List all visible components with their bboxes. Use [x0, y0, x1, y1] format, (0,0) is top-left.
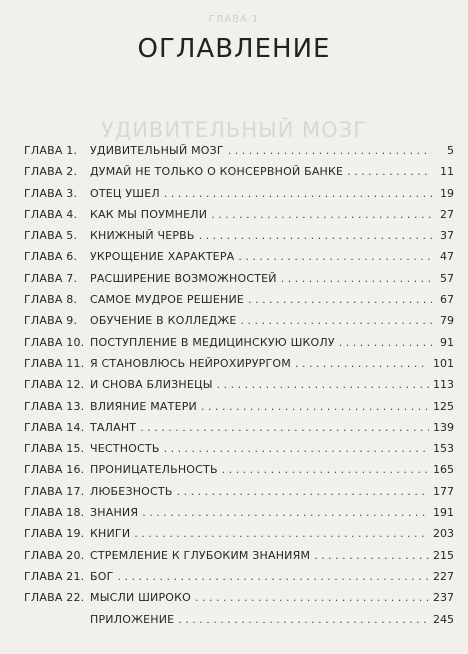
dot-leader	[118, 566, 429, 587]
toc-entry-line	[90, 481, 454, 502]
chapter-title: ТАЛАНТ	[90, 420, 137, 434]
chapter-number: ГЛАВА 20.	[24, 548, 85, 562]
toc-entry	[24, 374, 454, 395]
chapter-number: ГЛАВА 4.	[24, 207, 78, 221]
toc-entry-line	[90, 310, 454, 331]
toc-entry-line	[90, 289, 454, 310]
toc-entry	[24, 353, 454, 374]
chapter-number: ГЛАВА 2.	[24, 165, 78, 179]
dot-leader	[201, 396, 429, 417]
chapter-number: ГЛАВА 11.	[24, 356, 85, 370]
toc-entry-line	[90, 268, 454, 289]
chapter-title: КНИЖНЫЙ ЧЕРВЬ	[90, 229, 195, 243]
toc-entry-line	[90, 459, 454, 480]
chapter-title: ПОСТУПЛЕНИЕ В МЕДИЦИНСКУЮ ШКОЛУ	[90, 335, 335, 349]
chapter-title: ЧЕСТНОСТЬ	[90, 442, 160, 456]
chapter-title: ОБУЧЕНИЕ В КОЛЛЕДЖЕ	[90, 314, 237, 328]
toc-entry	[24, 183, 454, 204]
toc-entry	[24, 289, 454, 310]
toc-entry	[24, 417, 454, 438]
page-number: 91	[440, 335, 454, 349]
dot-leader	[195, 587, 429, 608]
page-number: 101	[433, 356, 454, 370]
page-number: 245	[433, 612, 454, 626]
chapter-number: ГЛАВА 9.	[24, 314, 78, 328]
toc-entry-line	[90, 545, 454, 566]
page-number: 67	[440, 293, 454, 307]
page-number: 125	[433, 399, 454, 413]
chapter-title: ЗНАНИЯ	[90, 506, 139, 520]
toc-entry-line	[90, 609, 454, 630]
page-number: 27	[440, 207, 454, 221]
toc-entry-line	[90, 246, 454, 267]
chapter-title: САМОЕ МУДРОЕ РЕШЕНИЕ	[90, 293, 245, 307]
page-number: 19	[440, 186, 454, 200]
chapter-number: ГЛАВА 13.	[24, 399, 85, 413]
chapter-number: ГЛАВА 14.	[24, 420, 85, 434]
toc-entry	[24, 310, 454, 331]
toc-entry	[24, 268, 454, 289]
chapter-number: ГЛАВА 21.	[24, 569, 85, 583]
page-number: 203	[433, 527, 454, 541]
page-number: 177	[433, 484, 454, 498]
dot-leader	[134, 523, 429, 544]
toc-entry-line	[90, 566, 454, 587]
toc-entry	[24, 481, 454, 502]
page-number: 139	[433, 420, 454, 434]
toc-entry	[24, 523, 454, 544]
chapter-title: ОТЕЦ УШЕЛ	[90, 186, 160, 200]
toc-entry	[24, 396, 454, 417]
dot-leader	[281, 268, 432, 289]
toc-entry	[24, 204, 454, 225]
toc-entry	[24, 566, 454, 587]
dot-leader	[228, 140, 432, 161]
chapter-title: КАК МЫ ПОУМНЕЛИ	[90, 207, 208, 221]
toc-entry-line	[90, 204, 454, 225]
chapter-title: СТРЕМЛЕНИЕ К ГЛУБОКИМ ЗНАНИЯМ	[90, 548, 311, 562]
show-through-running-head: ГЛАВА 1	[208, 14, 260, 25]
table-of-contents	[24, 140, 454, 630]
dot-leader	[241, 310, 432, 331]
page-number: 215	[433, 548, 454, 562]
toc-entry-line	[90, 353, 454, 374]
chapter-number: ГЛАВА 7.	[24, 271, 78, 285]
dot-leader	[238, 246, 432, 267]
dot-leader	[199, 225, 432, 246]
chapter-number: ГЛАВА 10.	[24, 335, 85, 349]
dot-leader	[164, 438, 429, 459]
chapter-title: ПРОНИЦАТЕЛЬНОСТЬ	[90, 463, 218, 477]
chapter-title: ДУМАЙ НЕ ТОЛЬКО О КОНСЕРВНОЙ БАНКЕ	[90, 165, 344, 179]
chapter-number: ГЛАВА 8.	[24, 293, 78, 307]
page-number: 113	[433, 378, 454, 392]
show-through-chapter-heading: УДИВИТЕЛЬНЫЙ МОЗГ	[101, 118, 367, 142]
dot-leader	[140, 417, 429, 438]
toc-entry-line	[90, 396, 454, 417]
toc-entry	[24, 225, 454, 246]
dot-leader	[164, 183, 432, 204]
dot-leader	[248, 289, 432, 310]
page-number: 237	[433, 591, 454, 605]
toc-entry	[24, 545, 454, 566]
chapter-title: ВЛИЯНИЕ МАТЕРИ	[90, 399, 197, 413]
chapter-number: ГЛАВА 3.	[24, 186, 78, 200]
toc-entry-line	[90, 140, 454, 161]
chapter-title: И СНОВА БЛИЗНЕЦЫ	[90, 378, 213, 392]
toc-entry	[24, 459, 454, 480]
page-title: ОГЛАВЛЕНИЕ	[137, 34, 331, 64]
dot-leader	[314, 545, 429, 566]
toc-entry-line	[90, 183, 454, 204]
dot-leader	[142, 502, 429, 523]
toc-entry	[24, 609, 454, 630]
dot-leader	[211, 204, 432, 225]
page-number: 11	[440, 165, 454, 179]
toc-entry-line	[90, 225, 454, 246]
toc-entry-line	[90, 332, 454, 353]
page-number: 37	[440, 229, 454, 243]
toc-entry-line	[90, 374, 454, 395]
page-number: 47	[440, 250, 454, 264]
dot-leader	[339, 332, 432, 353]
chapter-title: Я СТАНОВЛЮСЬ НЕЙРОХИРУРГОМ	[90, 356, 291, 370]
page-number: 5	[447, 144, 454, 157]
chapter-title: УКРОЩЕНИЕ ХАРАКТЕРА	[90, 250, 235, 264]
toc-entry	[24, 502, 454, 523]
page-number: 153	[433, 442, 454, 456]
chapter-number: ГЛАВА 12.	[24, 378, 85, 392]
page-number: 191	[433, 506, 454, 520]
page-number: 57	[440, 271, 454, 285]
page-number: 79	[440, 314, 454, 328]
chapter-number: ГЛАВА 22.	[24, 591, 85, 605]
chapter-number: ГЛАВА 17.	[24, 484, 85, 498]
chapter-number: ГЛАВА 15.	[24, 442, 85, 456]
chapter-title: МЫСЛИ ШИРОКО	[90, 591, 192, 605]
toc-entry	[24, 140, 454, 161]
toc-entry	[24, 332, 454, 353]
chapter-title: ЛЮБЕЗНОСТЬ	[90, 484, 173, 498]
dot-leader	[217, 374, 429, 395]
toc-entry-line	[90, 417, 454, 438]
chapter-title: ПРИЛОЖЕНИЕ	[90, 612, 175, 626]
chapter-title: КНИГИ	[90, 527, 131, 541]
page-number: 227	[433, 569, 454, 583]
chapter-number: ГЛАВА 5.	[24, 229, 78, 243]
chapter-number: ГЛАВА 1.	[24, 144, 78, 157]
toc-entry	[24, 438, 454, 459]
dot-leader	[347, 161, 432, 182]
toc-entry	[24, 587, 454, 608]
chapter-title: УДИВИТЕЛЬНЫЙ МОЗГ	[90, 144, 224, 157]
dot-leader	[222, 459, 429, 480]
chapter-number: ГЛАВА 6.	[24, 250, 78, 264]
dot-leader	[295, 353, 429, 374]
toc-entry-line	[90, 523, 454, 544]
toc-entry	[24, 246, 454, 267]
chapter-number: ГЛАВА 16.	[24, 463, 85, 477]
chapter-number: ГЛАВА 19.	[24, 527, 85, 541]
page-number: 165	[433, 463, 454, 477]
dot-leader	[177, 481, 429, 502]
toc-entry-line	[90, 161, 454, 182]
chapter-title: РАСШИРЕНИЕ ВОЗМОЖНОСТЕЙ	[90, 271, 277, 285]
toc-entry-line	[90, 438, 454, 459]
toc-entry-line	[90, 587, 454, 608]
dot-leader	[178, 609, 429, 630]
chapter-number: ГЛАВА 18.	[24, 506, 85, 520]
chapter-title: БОГ	[90, 569, 114, 583]
toc-entry-line	[90, 502, 454, 523]
toc-entry	[24, 161, 454, 182]
